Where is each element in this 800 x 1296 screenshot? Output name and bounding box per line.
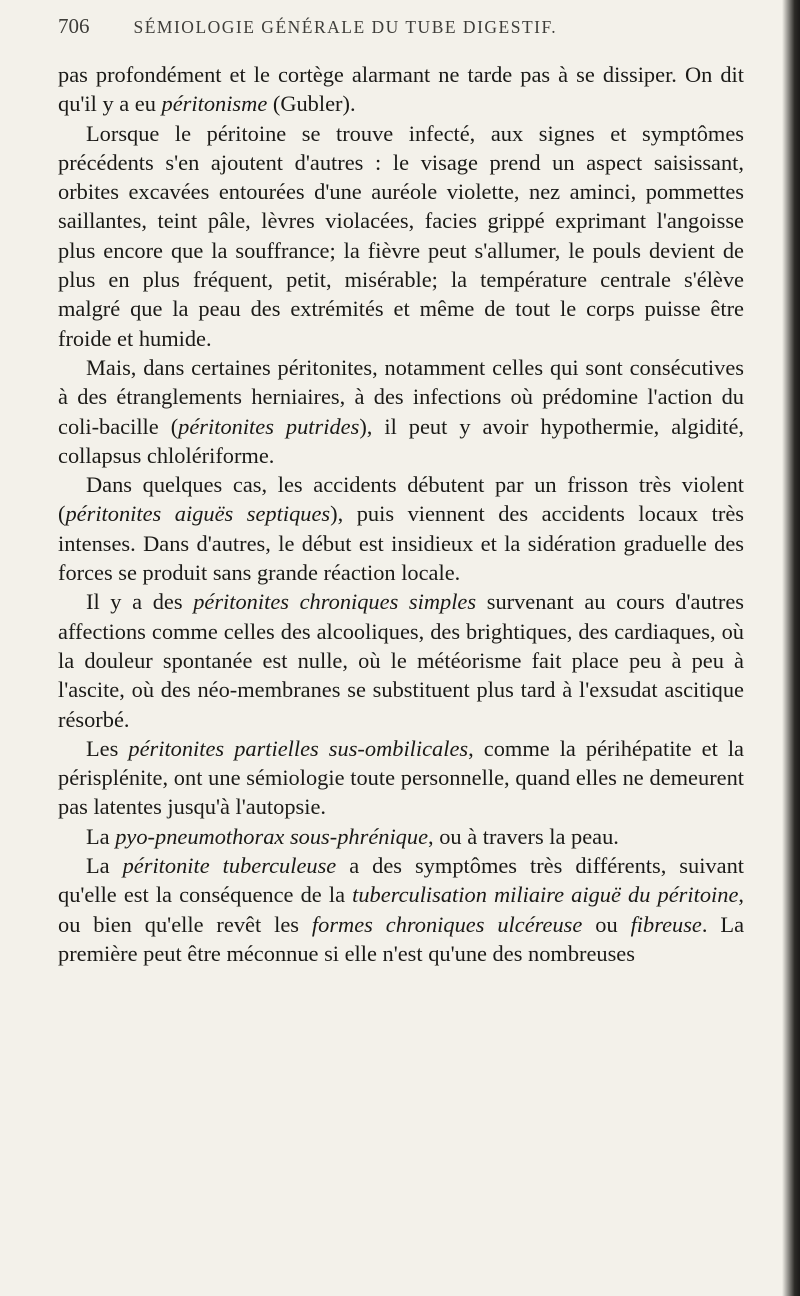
running-title: SÉMIOLOGIE GÉNÉRALE DU TUBE DIGESTIF. — [133, 17, 558, 37]
text-run: Il y a des — [86, 589, 194, 615]
text-run: Lorsque le péritoine se trouve infecté, aux signes et symptômes précédents s'en ajoutent d'autres : le visage prend un aspect saisissant, orbites excavées entourées d'une auréole violette, nez aminci, pommettes saillantes, teint pâle, lèvres violacées, facies grippé exprimant l'angoisse plus encore que la souffrance; la fièvre peut s'allumer, le pouls devient de plus en plus fréquent, petit, misérable; la température centrale s'élève malgré que la peau des extrémités et même de tout le corps puisse être froide et humide. — [58, 120, 744, 351]
italic-term: fibreuse — [630, 911, 702, 937]
italic-term: tuberculisation miliaire aiguë du péritoine — [352, 882, 739, 908]
text-run: pas profondément et le cortège alarmant ne tarde pas à se dissiper. On dit qu'il y a eu — [58, 62, 744, 117]
text-run: La — [86, 853, 123, 879]
text-run: ), il peut y avoir hypothermie, algidité, collapsus chlolériforme. — [58, 413, 744, 468]
text-run: , ou à travers la peau. — [428, 823, 619, 849]
text-run: Les — [86, 735, 129, 761]
text-run: (Gubler). — [267, 91, 356, 117]
page-edge-shadow — [782, 0, 800, 1296]
italic-term: formes chroniques ulcéreuse — [311, 911, 583, 937]
italic-term: péritonites aiguës septiques — [65, 501, 331, 527]
italic-term: péritonite tuberculeuse — [122, 853, 337, 879]
body-text — [58, 60, 744, 968]
text-run: , ou bien qu'elle revêt les — [58, 882, 744, 937]
text-run: survenant au cours d'autres affections comme celles des alcooliques, des brightiques, des cardiaques, où la douleur spontanée est nulle, où le météorisme fait place peu à peu à l'ascite, où des néo-membranes se substituent plus tard à l'exsudat ascitique résorbé. — [58, 589, 744, 732]
italic-term: péritonites putrides — [178, 413, 360, 439]
page-number: 706 — [58, 14, 90, 38]
text-run: Dans quelques cas, les accidents débutent par un frisson très violent ( — [58, 472, 744, 527]
paragraph-7 — [58, 822, 744, 851]
text-run: La — [86, 823, 116, 849]
paragraph-8 — [58, 851, 744, 968]
text-run: . La première peut être méconnue si elle n'est qu'une des nombreuses — [58, 911, 745, 966]
paragraph-1 — [58, 60, 744, 119]
paragraph-6 — [58, 734, 744, 822]
text-run: Mais, dans certaines péritonites, notamment celles qui sont consécutives à des étranglements herniaires, à des infections où prédomine l'action du coli-bacille ( — [58, 354, 744, 439]
paragraph-4 — [58, 470, 744, 587]
italic-term: péritonites partielles sus-ombilicales — [128, 735, 469, 761]
text-run: a des symptômes très différents, suivant qu'elle est la conséquence de la — [58, 853, 744, 908]
paragraph-5 — [58, 587, 744, 733]
italic-term: péritonites chroniques simples — [193, 589, 477, 615]
running-head — [58, 14, 744, 54]
text-run: , comme la périhépatite et la périsplénite, ont une sémiologie toute personnelle, quand elles ne demeurent pas latentes jusqu'à l'autopsie. — [58, 735, 744, 820]
paragraph-3 — [58, 353, 744, 470]
text-run: ), puis viennent des accidents locaux très intenses. Dans d'autres, le début est insidieux et la sidération graduelle des forces se produit sans grande réaction locale. — [58, 501, 744, 586]
italic-term: péritonisme — [161, 91, 268, 117]
paragraph-2 — [58, 119, 744, 353]
text-run: ou — [582, 911, 631, 937]
italic-term: pyo-pneumothorax sous-phrénique — [115, 823, 429, 849]
